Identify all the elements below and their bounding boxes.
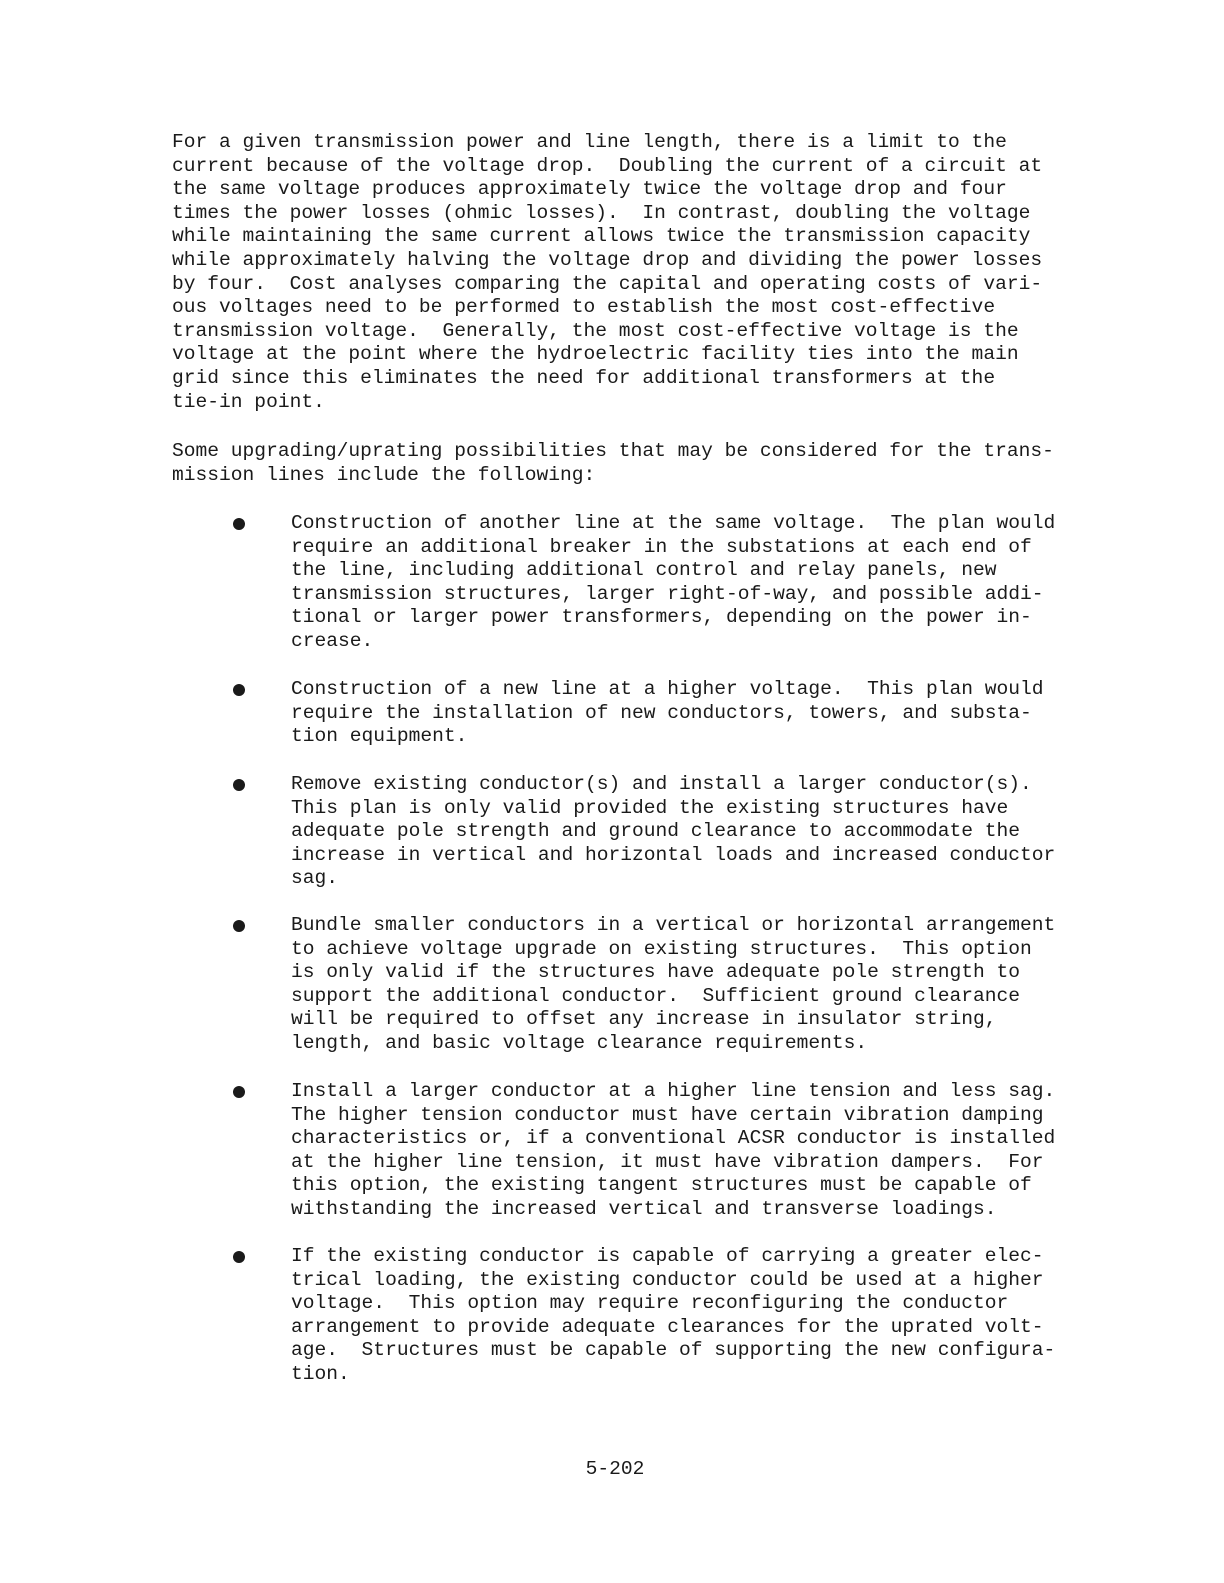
intro-paragraph: For a given transmission power and line length, there is a limit to the current because of the voltage drop. Doubling the current of a circuit at the same voltage produces approximately twice the voltage drop and four times the power losses (ohmic losses). In contrast, doubling the voltage while maintaining the same current allows twice the transmission capacity while approximately halving the voltage drop and dividing the power losses by four. Cost analyses comparing the capital and operating costs of vari- ous voltages need to be performed to establish the most cost-effective transmission voltage. Generally, the most cost-effective voltage is the voltage at the point where the hydroelectric facility ties into the main grid since this eliminates the need for additional transformers at the tie-in point. bbox=[172, 131, 1043, 413]
list-item-text: Construction of another line at the same voltage. The plan would require an additional breaker in the substations at each end of the line, including additional control and relay panels, new transmission structures, larger right-of-way, and possible addi- tional or larger power transformers, depending on the power in- crease. bbox=[291, 512, 1056, 652]
upgrade-options-intro: Some upgrading/uprating possibilities that may be considered for the trans- mission lines include the following: bbox=[172, 440, 1054, 486]
page-number: 5-202 bbox=[585, 1458, 645, 1480]
bullet-icon bbox=[233, 684, 245, 696]
list-item-text: If the existing conductor is capable of carrying a greater elec- trical loading, the existing conductor could be used at a higher voltage. This option may require reconfiguring the conductor arrangement to provide adequate clearances for the uprated volt- age. Structures must be capable of supporting the new configura- tion. bbox=[291, 1245, 1056, 1385]
bullet-icon bbox=[233, 1251, 245, 1263]
bullet-icon bbox=[233, 518, 245, 530]
bullet-icon bbox=[233, 1086, 245, 1098]
list-item-text: Remove existing conductor(s) and install a larger conductor(s). This plan is only valid provided the existing structures have adequate pole strength and ground clearance to accommodate the increase in vertical and horizontal loads and increased conductor sag. bbox=[291, 773, 1056, 890]
bullet-icon bbox=[233, 920, 245, 932]
list-item-text: Install a larger conductor at a higher line tension and less sag. The higher tension conductor must have certain vibration damping characteristics or, if a conventional ACSR conductor is installed at the higher line tension, it must have vibration dampers. For this option, the existing tangent structures must be capable of withstanding the increased vertical and transverse loadings. bbox=[291, 1080, 1056, 1220]
list-item-text: Construction of a new line at a higher voltage. This plan would require the installation of new conductors, towers, and substa- tion equipment. bbox=[291, 678, 1044, 748]
bullet-icon bbox=[233, 779, 245, 791]
list-item-text: Bundle smaller conductors in a vertical or horizontal arrangement to achieve voltage upgrade on existing structures. This option is only valid if the structures have adequate pole strength to support the additional conductor. Sufficient ground clearance will be required to offset any increase in insulator string, length, and basic voltage clearance requirements. bbox=[291, 914, 1056, 1054]
